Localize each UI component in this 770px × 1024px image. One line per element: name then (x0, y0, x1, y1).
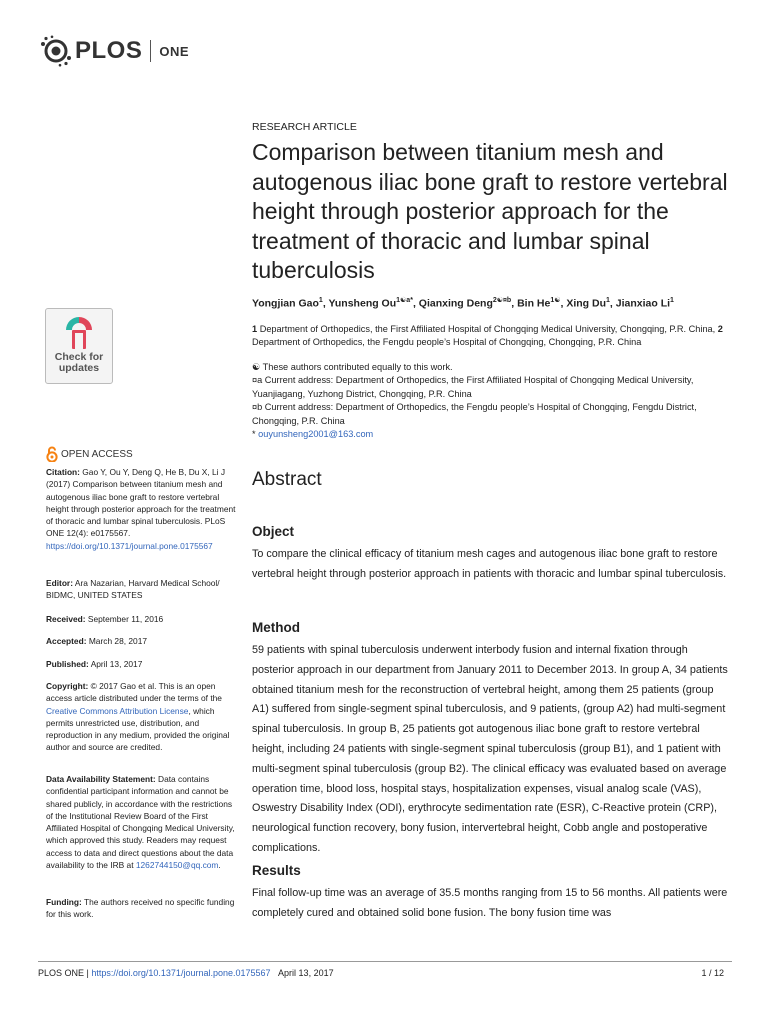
affil-number: 2 (717, 324, 723, 334)
check-updates-line2: updates (58, 362, 100, 374)
author-separator: , (511, 297, 518, 310)
author-notes (252, 361, 732, 441)
published-block (46, 658, 236, 670)
data-availability-end: . (218, 860, 221, 871)
copyright-label: Copyright: (46, 681, 89, 691)
logo-journal-text: ONE (159, 43, 190, 59)
funding-block (46, 896, 236, 921)
data-availability-label: Data Availability Statement: (46, 774, 156, 784)
method-paragraph: 59 patients with spinal tuberculosis underwent interbody fusion and internal fixation through posterior approach in our department from January 2011 to December 2013. In group A, 34 patients obtained titanium mesh for the reconstruction of vertebral height, among them 25 patients (group A1) suffered from single-segment spinal tuberculosis, and 9 patients, (group A2) had multi-segment spinal tuberculosis. In group B, 25 patients got autogenous iliac bone graft to restore vertebral height, including 24 patients with single-segment spinal tuberculosis (group B1), and 1 patient with multi-segment spinal tuberculosis (group B2). The clinical efficacy was evaluated based on average operation time, blood loss, hospital stays, hospitalization expenses, visual analog scale (VAS), Oswestry Disability Index (ODI), erythrocyte sedimentation rate (ESR), C-Reactive protein (CRP), neurological function recovery, bony fusion, intervertebral height, Cobb angle and postoperative complications. (252, 644, 728, 854)
copyright-block (46, 680, 236, 754)
author-separator: , (609, 297, 616, 310)
current-address-b: ¤b Current address: Department of Orthopedics, the Fengdu people’s Hospital of Chongqing, Fengdu District, Chongqing, P.R. China (252, 402, 697, 426)
affiliations (252, 323, 732, 350)
results-paragraph: Final follow-up time was an average of 35.5 months ranging from 15 to 56 months. All patients were completely cured and obtained solid bone fusion. The bony fusion time was (252, 887, 728, 919)
logo-brand-text: PLOS (75, 37, 143, 64)
data-availability-block (46, 773, 236, 871)
funding-text: The authors received no specific funding for this work. (46, 897, 235, 920)
author-affil-sup: 1☯ (550, 297, 561, 304)
corresponding-author (252, 428, 732, 441)
license-link[interactable]: Creative Commons Attribution License (46, 705, 189, 716)
author-name[interactable]: Yunsheng Ou (328, 297, 397, 310)
author-affil-sup: 1☯a* (396, 297, 413, 304)
plos-logo-icon (40, 35, 72, 67)
abstract-heading: Abstract (252, 469, 322, 490)
author-separator: , (560, 297, 567, 310)
author-separator: , (322, 297, 329, 310)
author-separator: , (412, 297, 419, 310)
data-availability-text: Data contains confidential participant information and cannot be shared publicly, in accordance with the restrictions of the Institutional Review Board of the First Affiliated Hospital of Chongqing Medical University, which approved this study. Readers may request access to data and direct questions about the data availability to the IRB at (46, 774, 235, 871)
affil-number: 1 (252, 324, 258, 334)
method-heading: Method (252, 620, 300, 635)
footer-date: April 13, 2017 (278, 968, 334, 978)
object-paragraph: To compare the clinical efficacy of titanium mesh cages and autogenous iliac bone graft to restore vertebral height through posterior approach in patients with thoracic and lumbar spinal tuberculosis. (252, 548, 727, 580)
author-name[interactable]: Xing Du (566, 297, 607, 310)
published-date: April 13, 2017 (90, 659, 143, 669)
check-updates-line1: Check for (54, 351, 104, 363)
results-heading: Results (252, 863, 301, 878)
corresponding-email-link[interactable]: ouyunsheng2001@163.com (258, 429, 374, 440)
citation-block (46, 466, 236, 552)
author-affil-sup: 1 (318, 297, 323, 304)
check-updates-icon (64, 315, 94, 349)
editor-block (46, 577, 236, 602)
author-affil-sup: 1 (606, 297, 610, 304)
equal-contribution-note: ☯ These authors contributed equally to this work. (252, 362, 453, 372)
corresponding-mark: * (252, 429, 256, 440)
footer-doi-link[interactable]: https://doi.org/10.1371/journal.pone.0175567 (91, 968, 271, 978)
author-name[interactable]: Yongjian Gao (252, 297, 319, 310)
irb-email-link[interactable]: 1262744150@qq.com (135, 860, 219, 871)
object-heading: Object (252, 524, 295, 539)
accepted-label: Accepted: (46, 636, 87, 646)
article-type: RESEARCH ARTICLE (252, 121, 357, 133)
check-updates-label (55, 352, 103, 374)
published-label: Published: (46, 659, 89, 669)
logo-separator (150, 40, 151, 62)
editor-label: Editor: (46, 578, 73, 588)
footer-divider (38, 961, 732, 962)
author-name[interactable]: Qianxing Deng (418, 297, 493, 310)
open-access-lock-icon (46, 446, 58, 462)
footer-journal: PLOS ONE | (38, 968, 89, 978)
plos-one-logo[interactable] (40, 34, 189, 68)
author-list (252, 296, 732, 310)
received-block (46, 613, 236, 625)
citation-doi-link[interactable]: https://doi.org/10.1371/journal.pone.0175567 (46, 540, 213, 551)
article-title: Comparison between titanium mesh and autogenous iliac bone graft to restore vertebral height through posterior approach for the treatment of thoracic and lumbar spinal tuberculosis (252, 139, 728, 283)
affil-text: Department of Orthopedics, the Fengdu people’s Hospital of Chongqing, Chongqing, P.R. China (252, 337, 642, 348)
author-name[interactable]: Jianxiao Li (615, 297, 671, 310)
page-footer (38, 968, 334, 978)
funding-label: Funding: (46, 897, 82, 907)
citation-label: Citation: (46, 467, 80, 477)
accepted-date: March 28, 2017 (88, 636, 148, 646)
author-affil-sup: 2☯¤b (492, 297, 512, 304)
received-label: Received: (46, 614, 86, 624)
open-access-label (46, 446, 133, 462)
editor-text: Ara Nazarian, Harvard Medical School/ BIDMC, UNITED STATES (46, 578, 220, 601)
citation-text: Gao Y, Ou Y, Deng Q, He B, Du X, Li J (2017) Comparison between titanium mesh and autogenous iliac bone graft to restore vertebral height through posterior approach for the treatment of thoracic and lumbar spinal tuberculosis. PLoS ONE 12(4): e0175567. (46, 467, 236, 539)
author-affil-sup: 1 (670, 297, 674, 304)
accepted-block (46, 635, 236, 647)
received-date: September 11, 2016 (87, 614, 164, 624)
page-number: 1 / 12 (701, 968, 724, 978)
copyright-text-end: , which permits unrestricted use, distribution, and reproduction in any medium, provided the original author and source are credited. (46, 705, 230, 753)
check-for-updates-badge[interactable] (45, 308, 113, 384)
author-name[interactable]: Bin He (517, 297, 551, 310)
current-address-a: ¤a Current address: Department of Orthopedics, the First Affiliated Hospital of Chongqing Medical University, Yuanjiagang, Yuzhong District, Chongqing, P.R. China (252, 375, 694, 399)
affil-text: Department of Orthopedics, the First Affiliated Hospital of Chongqing Medical University, Chongqing, P.R. China, (259, 324, 716, 334)
copyright-text: © 2017 Gao et al. This is an open access article distributed under the terms of the (46, 681, 222, 704)
open-access-text: OPEN ACCESS (61, 448, 133, 460)
